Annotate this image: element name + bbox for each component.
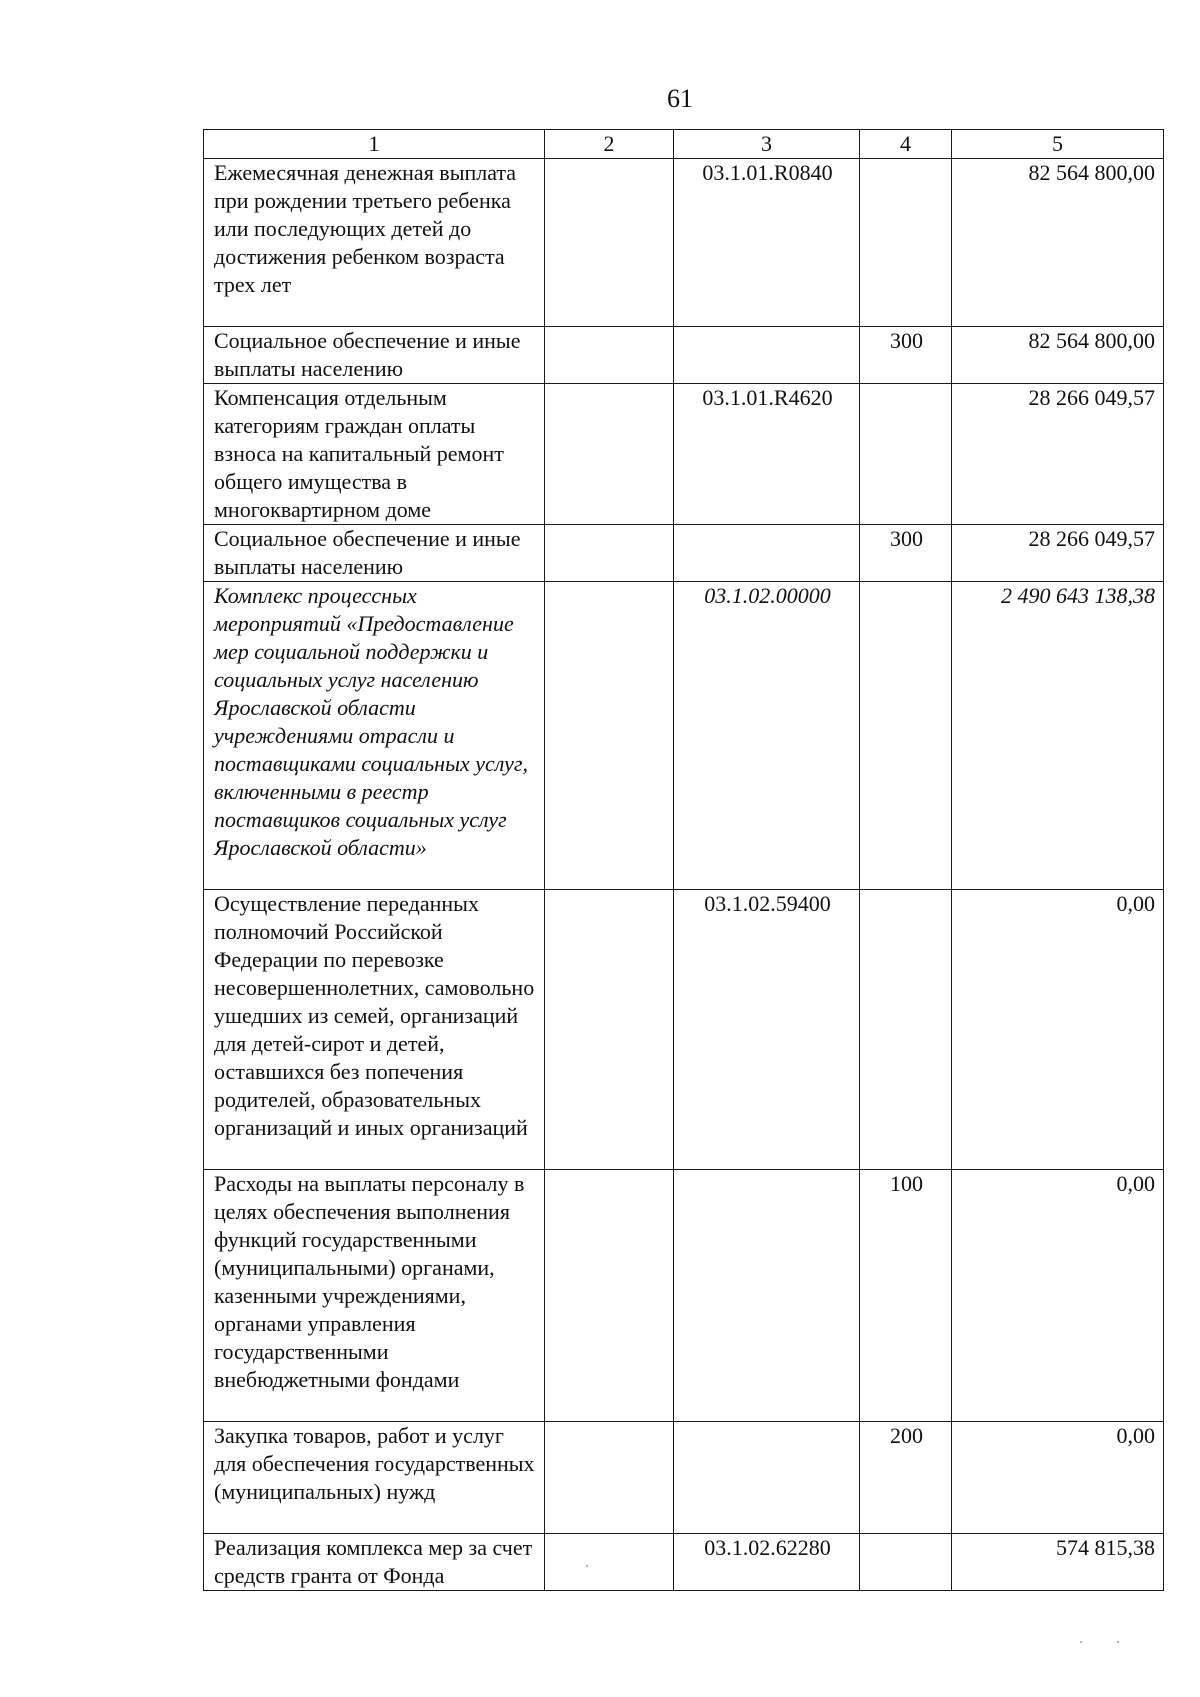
row-code: 03.1.02.00000 xyxy=(674,582,860,890)
header-col-4: 4 xyxy=(860,130,952,159)
row-amount: 2 490 643 138,38 xyxy=(952,582,1164,890)
row-name: Осуществление переданных полномочий Российской Федерации по перевозке несовершеннолетних, самовольно ушедших из семей, организаций для детей-сирот и детей, оставшихся без попечения родителей, образовательных организаций и иных организаций xyxy=(204,890,545,1170)
row-name: Компенсация отдельным категориям граждан оплаты взноса на капитальный ремонт общего имущества в многоквартирном доме xyxy=(204,384,545,525)
row-code xyxy=(674,327,860,384)
row-amount: 0,00 xyxy=(952,890,1164,1170)
row-col2 xyxy=(545,384,674,525)
row-amount: 0,00 xyxy=(952,1170,1164,1422)
header-col-5: 5 xyxy=(952,130,1164,159)
row-amount: 82 564 800,00 xyxy=(952,327,1164,384)
scan-speck xyxy=(586,1565,588,1567)
row-type: 100 xyxy=(860,1170,952,1422)
page-number: 61 xyxy=(667,84,693,113)
row-name: Ежемесячная денежная выплата при рождении третьего ребенка или последующих детей до достижения ребенком возраста трех лет xyxy=(204,159,545,327)
table-row xyxy=(204,159,1164,327)
row-col2 xyxy=(545,327,674,384)
row-col2 xyxy=(545,890,674,1170)
row-name: Социальное обеспечение и иные выплаты населению xyxy=(204,525,545,582)
row-code xyxy=(674,1170,860,1422)
row-name: Реализация комплекса мер за счет средств гранта от Фонда xyxy=(204,1534,545,1591)
row-type xyxy=(860,384,952,525)
row-col2 xyxy=(545,159,674,327)
row-type xyxy=(860,582,952,890)
row-name: Комплекс процессных мероприятий «Предоставление мер социальной поддержки и социальных услуг населению Ярославской области учреждениями отрасли и поставщиками социальных услуг, включенными в реестр поставщиков социальных услуг Ярославской области» xyxy=(204,582,545,890)
table-row xyxy=(204,1534,1164,1591)
row-code: 03.1.01.R0840 xyxy=(674,159,860,327)
row-type xyxy=(860,1534,952,1591)
row-col2 xyxy=(545,1170,674,1422)
row-amount: 0,00 xyxy=(952,1422,1164,1534)
row-code: 03.1.02.62280 xyxy=(674,1534,860,1591)
row-amount: 28 266 049,57 xyxy=(952,525,1164,582)
header-col-1: 1 xyxy=(204,130,545,159)
table-header-row xyxy=(204,130,1164,159)
table-row xyxy=(204,384,1164,525)
table-row xyxy=(204,1170,1164,1422)
table-row xyxy=(204,890,1164,1170)
row-type xyxy=(860,159,952,327)
scan-speck xyxy=(1117,1641,1119,1643)
row-col2 xyxy=(545,1422,674,1534)
row-code xyxy=(674,1422,860,1534)
header-col-3: 3 xyxy=(674,130,860,159)
row-type: 200 xyxy=(860,1422,952,1534)
row-name: Социальное обеспечение и иные выплаты населению xyxy=(204,327,545,384)
scan-speck xyxy=(1080,1641,1082,1643)
row-amount: 82 564 800,00 xyxy=(952,159,1164,327)
row-col2 xyxy=(545,582,674,890)
budget-table xyxy=(203,129,1164,1591)
row-type: 300 xyxy=(860,327,952,384)
row-type: 300 xyxy=(860,525,952,582)
row-type xyxy=(860,890,952,1170)
row-name: Расходы на выплаты персоналу в целях обеспечения выполнения функций государственными (муниципальными) органами, казенными учреждениями, органами управления государственными внебюджетными фондами xyxy=(204,1170,545,1422)
row-name: Закупка товаров, работ и услуг для обеспечения государственных (муниципальных) нужд xyxy=(204,1422,545,1534)
row-code: 03.1.01.R4620 xyxy=(674,384,860,525)
row-col2 xyxy=(545,525,674,582)
row-amount: 28 266 049,57 xyxy=(952,384,1164,525)
table-row xyxy=(204,327,1164,384)
row-col2 xyxy=(545,1534,674,1591)
row-amount: 574 815,38 xyxy=(952,1534,1164,1591)
row-code: 03.1.02.59400 xyxy=(674,890,860,1170)
table-row xyxy=(204,1422,1164,1534)
table-row xyxy=(204,525,1164,582)
header-col-2: 2 xyxy=(545,130,674,159)
row-code xyxy=(674,525,860,582)
table-row xyxy=(204,582,1164,890)
